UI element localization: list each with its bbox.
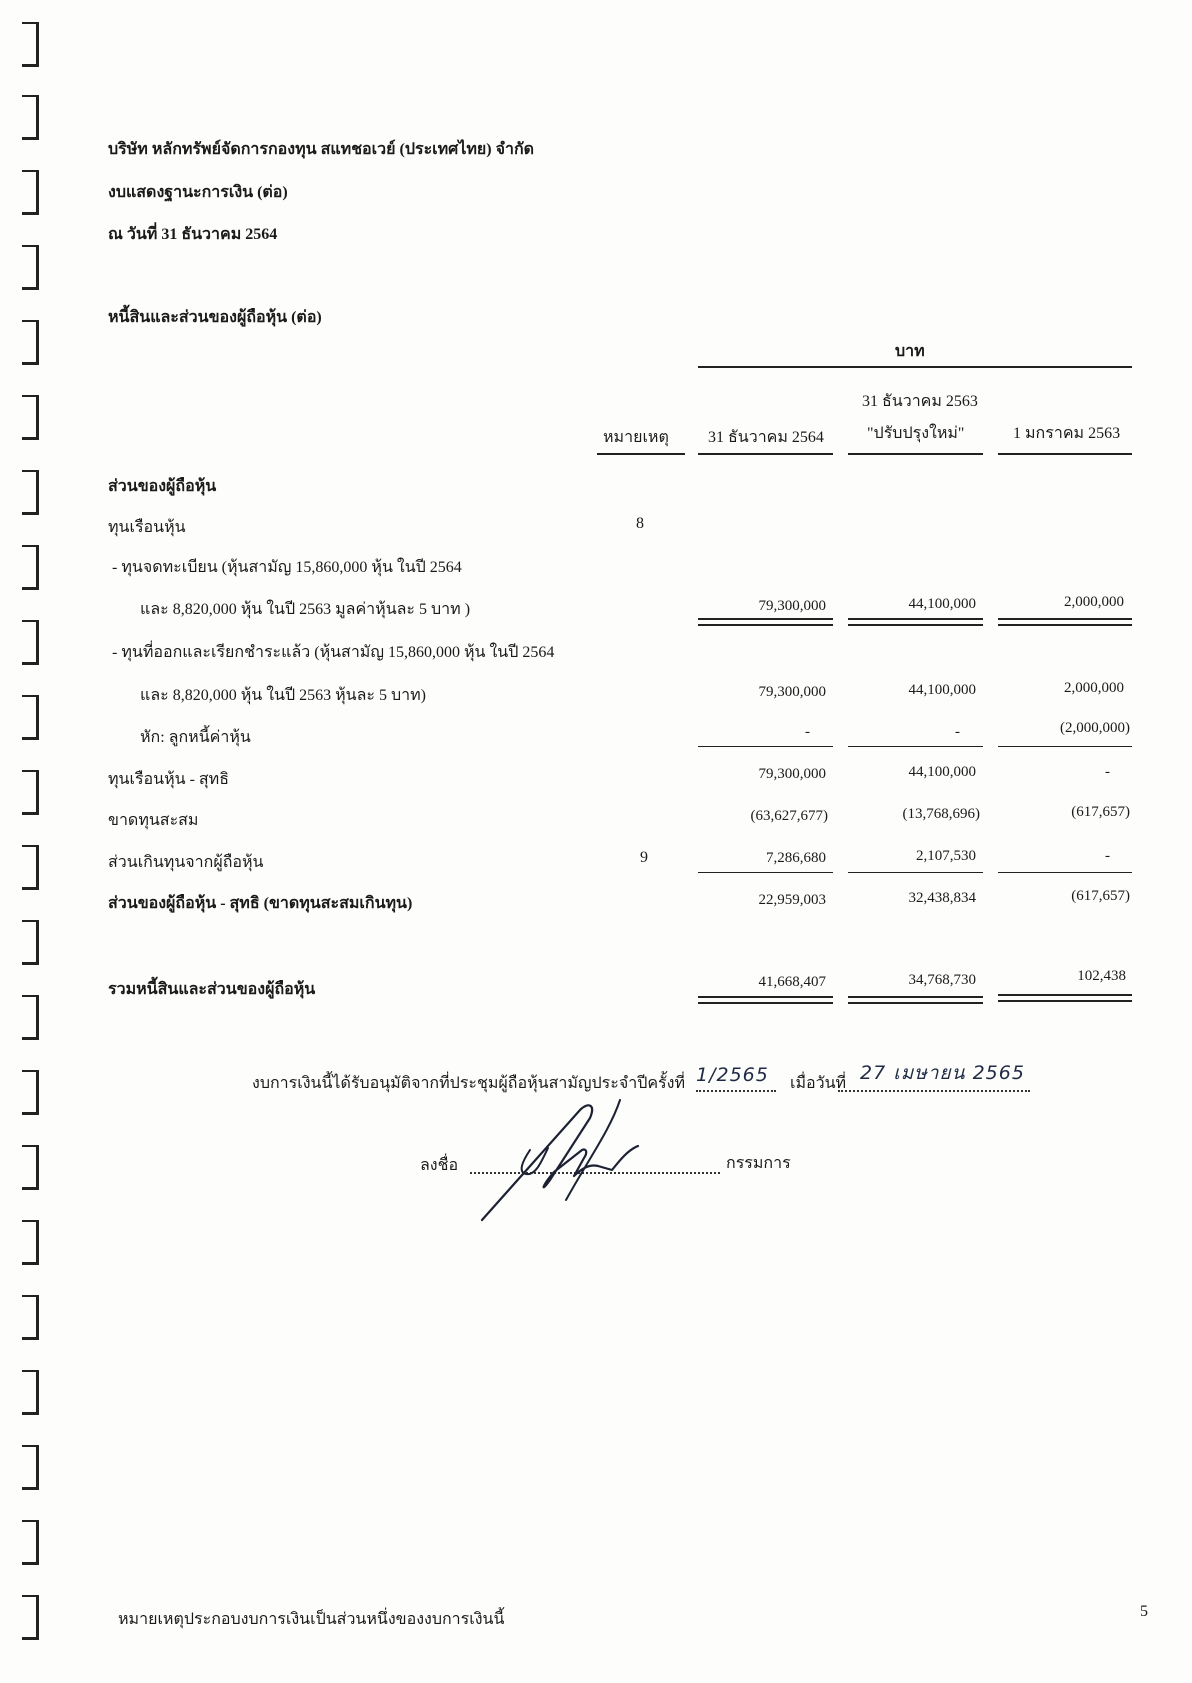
equity-subtotal-rule xyxy=(698,872,833,873)
less-receivable-label: หัก: ลูกหนี้ค่าหุ้น xyxy=(140,729,251,746)
premium-2564: 7,286,680 xyxy=(766,850,826,866)
col1-header: 31 ธันวาคม 2564 xyxy=(708,429,824,446)
registered-double-rule xyxy=(848,618,983,626)
net-capital-2563: 44,100,000 xyxy=(908,764,976,780)
binder-mark xyxy=(22,1220,39,1265)
binder-mark xyxy=(22,170,39,215)
equity-subtotal-rule xyxy=(998,872,1132,873)
currency-rule xyxy=(698,366,1132,368)
signature-label: ลงชื่อ xyxy=(420,1157,459,1174)
approval-date-dots xyxy=(838,1090,1030,1092)
less-receivable-2564: - xyxy=(805,724,810,740)
approval-text: งบการเงินนี้ได้รับอนุมัติจากที่ประชุมผู้ถือหุ้นสามัญประจำปีครั้งที่ xyxy=(252,1075,686,1092)
issued-2563: 44,100,000 xyxy=(908,682,976,698)
registered-double-rule xyxy=(998,618,1132,626)
binder-mark xyxy=(22,1070,39,1115)
equity-heading: ส่วนของผู้ถือหุ้น xyxy=(108,478,217,495)
net-capital-2563-jan: - xyxy=(1105,764,1110,780)
col1-header-rule xyxy=(698,453,833,455)
total-2563: 34,768,730 xyxy=(908,972,976,988)
binder-mark xyxy=(22,1520,39,1565)
total-double-rule xyxy=(848,996,983,1004)
meeting-number-dots xyxy=(696,1090,776,1092)
deficit-2563: (13,768,696) xyxy=(902,806,980,822)
binder-mark xyxy=(22,1145,39,1190)
equity-net-2563: 32,438,834 xyxy=(908,890,976,906)
binder-mark xyxy=(22,995,39,1040)
approval-date-label: เมื่อวันที่ xyxy=(790,1075,847,1092)
deficit-2564: (63,627,677) xyxy=(750,808,828,824)
meeting-number: 1/2565 xyxy=(696,1064,769,1086)
binder-mark xyxy=(22,320,39,365)
note-header: หมายเหตุ xyxy=(603,429,669,446)
net-capital-label: ทุนเรือนหุ้น - สุทธิ xyxy=(108,771,229,788)
footer-note: หมายเหตุประกอบงบการเงินเป็นส่วนหนึ่งของงบการเงินนี้ xyxy=(118,1611,505,1628)
binder-mark xyxy=(22,620,39,665)
binder-mark xyxy=(22,95,39,140)
registered-2563-jan: 2,000,000 xyxy=(1064,594,1124,610)
statement-title: งบแสดงฐานะการเงิน (ต่อ) xyxy=(108,184,288,201)
binder-mark xyxy=(22,22,39,67)
signature-title: กรรมการ xyxy=(726,1155,791,1172)
currency-label: บาท xyxy=(895,343,925,360)
binder-mark xyxy=(22,695,39,740)
equity-net-label: ส่วนของผู้ถือหุ้น - สุทธิ (ขาดทุนสะสมเกินทุน) xyxy=(108,895,413,912)
premium-2563-jan: - xyxy=(1105,848,1110,864)
premium-label: ส่วนเกินทุนจากผู้ถือหุ้น xyxy=(108,854,264,871)
binder-mark xyxy=(22,470,39,515)
registered-double-rule xyxy=(698,618,833,626)
subtotal-rule xyxy=(698,746,833,747)
equity-net-2563-jan: (617,657) xyxy=(1071,888,1130,904)
binder-mark xyxy=(22,1445,39,1490)
premium-note: 9 xyxy=(640,849,648,866)
registered-2564: 79,300,000 xyxy=(758,598,826,614)
statement-date: ณ วันที่ 31 ธันวาคม 2564 xyxy=(108,226,278,243)
company-name: บริษัท หลักทรัพย์จัดการกองทุน สแทชอเวย์ (ประเทศไทย) จำกัด xyxy=(108,141,535,158)
handwritten-signature xyxy=(470,1090,690,1230)
share-capital-label: ทุนเรือนหุ้น xyxy=(108,519,186,536)
page-number: 5 xyxy=(1140,1603,1148,1620)
binder-mark xyxy=(22,1295,39,1340)
note-header-rule xyxy=(597,453,685,455)
total-double-rule xyxy=(998,994,1132,1002)
issued-2564: 79,300,000 xyxy=(758,684,826,700)
equity-net-2564: 22,959,003 xyxy=(758,892,826,908)
total-double-rule xyxy=(698,996,833,1004)
approval-date-value: 27 เมษายน 2565 xyxy=(860,1062,1025,1084)
share-capital-note: 8 xyxy=(636,515,644,532)
less-receivable-2563: - xyxy=(955,724,960,740)
binder-mark xyxy=(22,545,39,590)
less-receivable-2563-jan: (2,000,000) xyxy=(1060,720,1130,736)
total-2564: 41,668,407 xyxy=(758,974,826,990)
subtotal-rule xyxy=(998,746,1132,747)
binder-mark xyxy=(22,395,39,440)
total-2563-jan: 102,438 xyxy=(1077,968,1126,984)
issued-2563-jan: 2,000,000 xyxy=(1064,680,1124,696)
binder-mark xyxy=(22,1370,39,1415)
total-label: รวมหนี้สินและส่วนของผู้ถือหุ้น xyxy=(108,981,316,998)
section-title: หนี้สินและส่วนของผู้ถือหุ้น (ต่อ) xyxy=(108,309,322,326)
deficit-2563-jan: (617,657) xyxy=(1071,804,1130,820)
binder-mark xyxy=(22,845,39,890)
registered-2563: 44,100,000 xyxy=(908,596,976,612)
subtotal-rule xyxy=(848,746,983,747)
net-capital-2564: 79,300,000 xyxy=(758,766,826,782)
col3-header-rule xyxy=(998,453,1132,455)
binder-mark xyxy=(22,1595,39,1640)
col3-header: 1 มกราคม 2563 xyxy=(1013,425,1121,442)
issued-line1: - ทุนที่ออกและเรียกชำระแล้ว (หุ้นสามัญ 15,860,000 หุ้น ในปี 2564 xyxy=(112,644,555,661)
registered-line1: - ทุนจดทะเบียน (หุ้นสามัญ 15,860,000 หุ้น ในปี 2564 xyxy=(112,559,462,576)
issued-line2: และ 8,820,000 หุ้น ในปี 2563 หุ้นละ 5 บาท) xyxy=(140,687,426,704)
equity-subtotal-rule xyxy=(848,872,983,873)
premium-2563: 2,107,530 xyxy=(916,848,976,864)
col2-header-line2: "ปรับปรุงใหม่" xyxy=(867,425,965,442)
col2-header-line1: 31 ธันวาคม 2563 xyxy=(862,393,978,410)
binder-mark xyxy=(22,920,39,965)
deficit-label: ขาดทุนสะสม xyxy=(108,812,199,829)
binder-mark xyxy=(22,770,39,815)
registered-line2: และ 8,820,000 หุ้น ในปี 2563 มูลค่าหุ้นละ 5 บาท ) xyxy=(140,601,471,618)
col2-header-rule xyxy=(848,453,983,455)
binder-mark xyxy=(22,245,39,290)
